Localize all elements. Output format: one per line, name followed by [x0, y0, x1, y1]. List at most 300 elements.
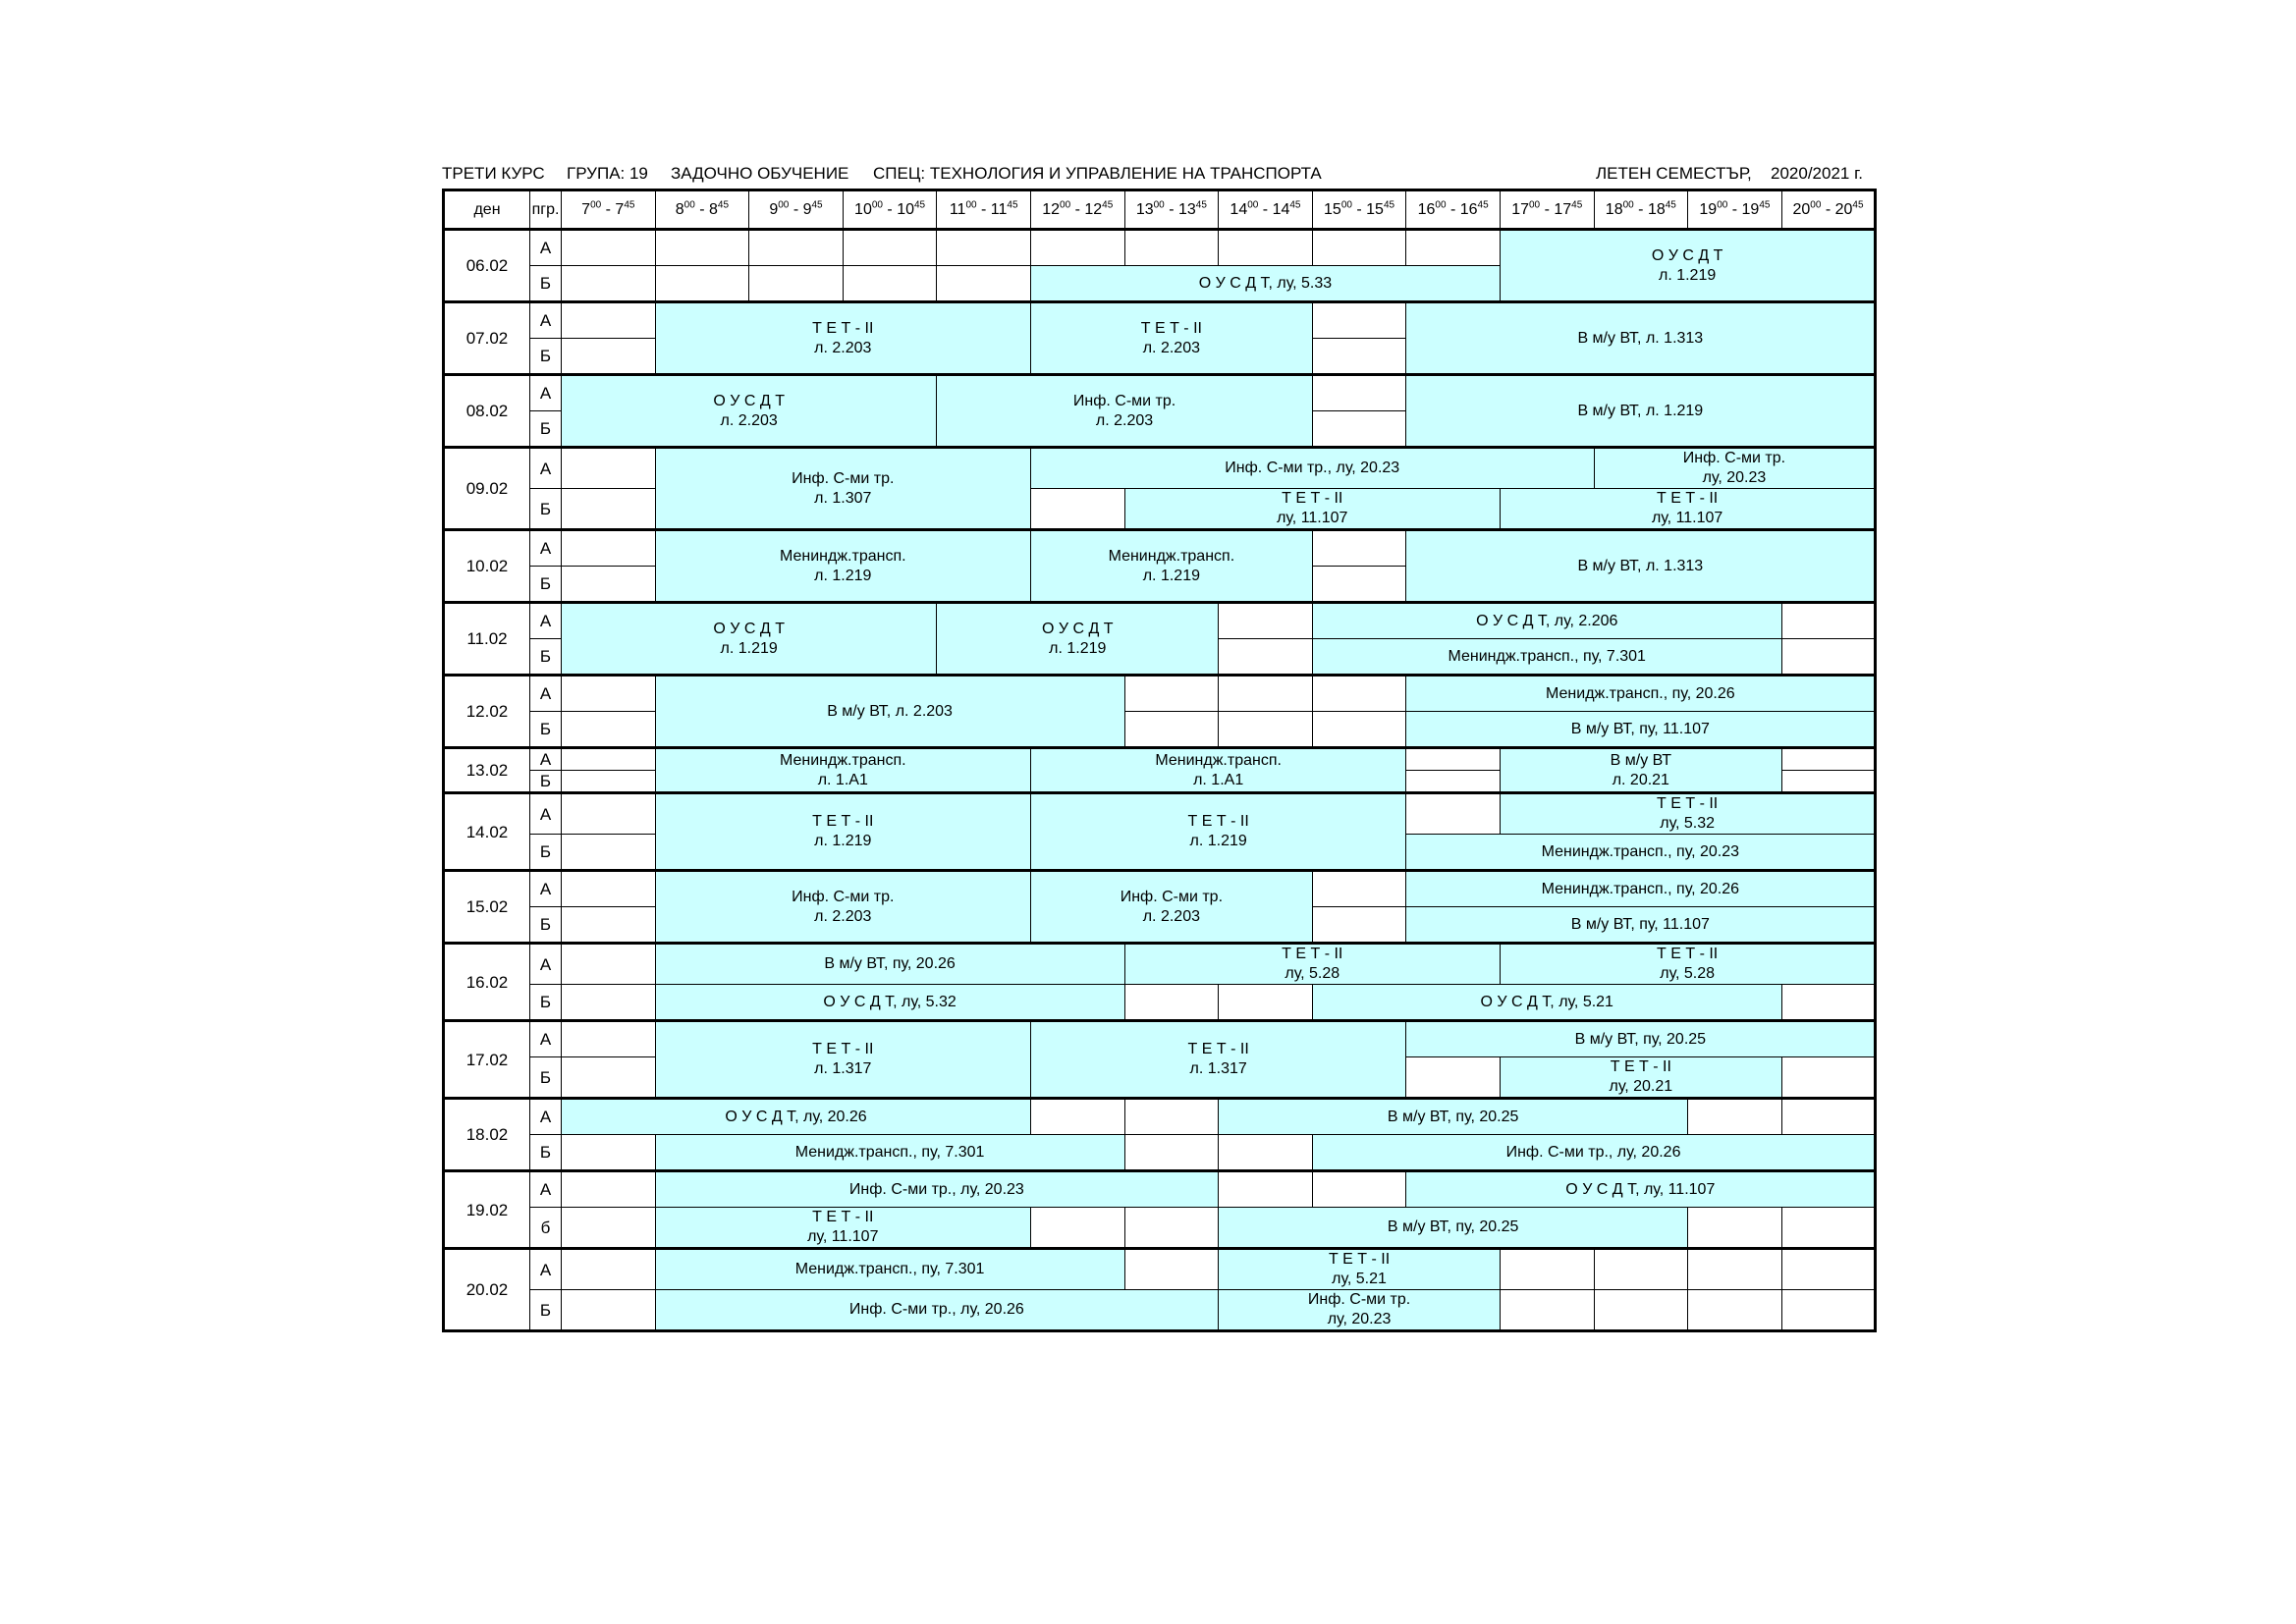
subgroup-label: А	[530, 871, 562, 907]
lesson-cell	[655, 1290, 1219, 1331]
empty-cell	[937, 230, 1031, 266]
lesson-cell	[655, 1171, 1219, 1208]
lesson-cell	[655, 748, 1030, 793]
lesson-cell	[655, 448, 1030, 530]
study-form-label: ЗАДОЧНО ОБУЧЕНИЕ	[671, 164, 849, 183]
empty-cell	[1312, 302, 1406, 339]
day-date: 16.02	[444, 944, 530, 1021]
subgroup-label: А	[530, 530, 562, 567]
schedule-row	[444, 230, 1876, 266]
lesson-text: лу, 11.107	[1651, 510, 1723, 526]
lesson-text: л. 1.307	[814, 489, 872, 507]
lesson-text: л. 2.203	[814, 339, 872, 356]
lesson-cell	[655, 302, 1030, 375]
empty-cell	[562, 712, 656, 748]
lesson-cell	[1406, 676, 1876, 712]
empty-cell	[1124, 1135, 1219, 1171]
lesson-text: Инф. С-ми тр.	[1120, 888, 1224, 905]
lesson-cell	[1030, 302, 1312, 375]
empty-cell	[843, 230, 937, 266]
lesson-text: Т Е Т - II	[812, 813, 874, 830]
lesson-cell	[1030, 1021, 1405, 1099]
lesson-text: В м/у ВТ, пу, 20.25	[1387, 1108, 1519, 1125]
lesson-text: Т Е Т - II	[1282, 490, 1343, 507]
lesson-cell	[655, 530, 1030, 603]
timetable-header-row	[444, 190, 1876, 230]
lesson-cell	[1500, 793, 1875, 835]
time-slot-header: $15^{00} - 15^{45}$	[1312, 190, 1406, 230]
lesson-text: Мениндж.трансп., пу, 7.301	[1448, 647, 1646, 665]
time-slot-header: $10^{00} - 10^{45}$	[843, 190, 937, 230]
day-date: 07.02	[444, 302, 530, 375]
lesson-text: лу, 20.23	[1327, 1311, 1392, 1327]
lesson-text: л. 1.219	[1658, 266, 1717, 284]
schedule-row	[444, 793, 1876, 835]
lesson-text: Инф. С-ми тр., лу, 20.23	[1225, 460, 1400, 476]
lesson-text: Инф. С-ми тр., лу, 20.26	[1505, 1143, 1681, 1161]
subgroup-label: Б	[530, 1057, 562, 1099]
empty-cell	[562, 1290, 656, 1331]
empty-cell	[1781, 985, 1876, 1021]
lesson-text: л. 1.219	[814, 567, 872, 584]
subgroup-label: Б	[530, 489, 562, 530]
empty-cell	[1312, 230, 1406, 266]
day-date: 08.02	[444, 375, 530, 448]
empty-cell	[749, 230, 844, 266]
lesson-text: Мениндж.трансп.	[779, 547, 906, 565]
lesson-cell	[1030, 266, 1500, 302]
lesson-cell	[1219, 1208, 1688, 1249]
lesson-text: Т Е Т - II	[1610, 1058, 1671, 1075]
day-date: 12.02	[444, 676, 530, 748]
day-date: 18.02	[444, 1099, 530, 1171]
subgroup-label: Б	[530, 1135, 562, 1171]
lesson-text: Инф. С-ми тр., лу, 20.26	[848, 1301, 1024, 1318]
lesson-cell	[937, 603, 1219, 676]
lesson-text: Т Е Т - II	[1657, 490, 1719, 507]
lesson-text: О У С Д Т	[1041, 620, 1114, 637]
lesson-text: лу, 11.107	[807, 1228, 879, 1245]
empty-cell	[562, 1021, 656, 1057]
lesson-cell	[1219, 1099, 1688, 1135]
academic-year-label: 2020/2021 г.	[1771, 164, 1863, 183]
empty-cell	[1688, 1249, 1782, 1290]
lesson-text: В м/у ВТ, л. 1.313	[1577, 329, 1704, 347]
lesson-cell	[655, 1135, 1124, 1171]
lesson-text: л. 1.219	[814, 833, 872, 849]
subgroup-column-header: пгр.	[530, 190, 562, 230]
empty-cell	[1312, 871, 1406, 907]
empty-cell	[562, 567, 656, 603]
lesson-text: В м/у ВТ, пу, 20.25	[1574, 1030, 1707, 1048]
lesson-cell	[1406, 530, 1876, 603]
lesson-cell	[1030, 530, 1312, 603]
time-slot-header: $20^{00} - 20^{45}$	[1781, 190, 1876, 230]
lesson-text: л. 1.А1	[817, 771, 868, 788]
lesson-text: В м/у ВТ, пу, 11.107	[1570, 915, 1710, 933]
lesson-cell	[1406, 1171, 1876, 1208]
schedule-row	[444, 676, 1876, 712]
lesson-text: Мениндж.трансп.	[1108, 547, 1235, 565]
lesson-text: Менидж.трансп., пу, 20.26	[1546, 684, 1735, 702]
lesson-text: л. 1.А1	[1193, 771, 1244, 788]
lesson-text: Т Е Т - II	[1657, 795, 1719, 812]
lesson-cell	[1406, 712, 1876, 748]
lesson-text: лу, 5.28	[1285, 965, 1340, 982]
time-slot-header: $9^{00} - 9^{45}$	[749, 190, 844, 230]
lesson-text: лу, 11.107	[1277, 510, 1348, 526]
lesson-cell	[1594, 448, 1876, 489]
lesson-text: Т Е Т - II	[812, 319, 874, 337]
lesson-text: л. 2.203	[1142, 339, 1200, 356]
schedule-row	[444, 1290, 1876, 1331]
empty-cell	[1219, 1171, 1313, 1208]
lesson-text: Инф. С-ми тр.	[792, 469, 895, 487]
subgroup-label: Б	[530, 567, 562, 603]
schedule-row	[444, 448, 1876, 489]
schedule-row	[444, 1099, 1876, 1135]
subgroup-label: Б	[530, 639, 562, 676]
empty-cell	[562, 339, 656, 375]
lesson-text: Мениндж.трансп.	[779, 751, 906, 769]
subgroup-label: Б	[530, 266, 562, 302]
empty-cell	[1124, 1099, 1219, 1135]
empty-cell	[1219, 603, 1313, 639]
empty-cell	[562, 748, 656, 771]
lesson-text: О У С Д Т	[713, 392, 785, 409]
empty-cell	[1312, 339, 1406, 375]
lesson-cell	[1500, 748, 1781, 793]
lesson-text: лу, 20.23	[1702, 469, 1767, 486]
time-slot-header: $7^{00} - 7^{45}$	[562, 190, 656, 230]
lesson-text: Т Е Т - II	[1328, 1251, 1391, 1268]
schedule-row	[444, 1208, 1876, 1249]
subgroup-label: б	[530, 1208, 562, 1249]
subgroup-label: А	[530, 375, 562, 411]
empty-cell	[1312, 712, 1406, 748]
lesson-cell	[1030, 793, 1405, 871]
schedule-row	[444, 748, 1876, 771]
lesson-text: лу, 5.28	[1660, 965, 1715, 982]
empty-cell	[1219, 639, 1313, 676]
day-date: 15.02	[444, 871, 530, 944]
empty-cell	[1781, 1290, 1876, 1331]
empty-cell	[562, 871, 656, 907]
empty-cell	[562, 1171, 656, 1208]
empty-cell	[1124, 1249, 1219, 1290]
lesson-text: Менидж.трансп., пу, 7.301	[794, 1143, 985, 1161]
lesson-text: л. 1.219	[1049, 639, 1107, 657]
empty-cell	[1781, 639, 1876, 676]
empty-cell	[1124, 712, 1219, 748]
empty-cell	[1781, 771, 1876, 793]
subgroup-label: А	[530, 1021, 562, 1057]
subgroup-label: Б	[530, 712, 562, 748]
empty-cell	[1124, 230, 1219, 266]
subgroup-label: Б	[530, 411, 562, 448]
lesson-text: лу, 20.21	[1609, 1078, 1673, 1095]
empty-cell	[1781, 603, 1876, 639]
empty-cell	[1781, 1057, 1876, 1099]
lesson-cell	[1219, 1290, 1501, 1331]
empty-cell	[562, 771, 656, 793]
lesson-text: О У С Д Т, лу, 2.206	[1476, 612, 1618, 629]
empty-cell	[655, 266, 749, 302]
lesson-cell	[1030, 748, 1405, 793]
empty-cell	[1594, 1249, 1688, 1290]
lesson-cell	[655, 793, 1030, 871]
lesson-text: Т Е Т - II	[1282, 946, 1343, 962]
lesson-text: л. 2.203	[1095, 411, 1154, 429]
lesson-cell	[655, 985, 1124, 1021]
schedule-header	[442, 163, 1871, 185]
empty-cell	[1500, 1290, 1594, 1331]
empty-cell	[562, 1249, 656, 1290]
empty-cell	[562, 302, 656, 339]
empty-cell	[1124, 676, 1219, 712]
empty-cell	[1781, 748, 1876, 771]
lesson-text: В м/у ВТ, л. 1.219	[1577, 402, 1704, 419]
subgroup-label: А	[530, 448, 562, 489]
empty-cell	[655, 230, 749, 266]
lesson-text: Инф. С-ми тр., лу, 20.23	[848, 1180, 1024, 1198]
lesson-text: В м/у ВТ	[1610, 751, 1672, 769]
subgroup-label: Б	[530, 985, 562, 1021]
lesson-text: О У С Д Т, лу, 5.21	[1480, 993, 1613, 1010]
empty-cell	[562, 1057, 656, 1099]
specialty-label: СПЕЦ: ТЕХНОЛОГИЯ И УПРАВЛЕНИЕ НА ТРАНСПОРТА	[873, 164, 1322, 183]
empty-cell	[562, 944, 656, 985]
lesson-text: Т Е Т - II	[812, 1209, 874, 1225]
lesson-text: л. 1.219	[720, 639, 778, 657]
schedule-row	[444, 375, 1876, 411]
subgroup-label: А	[530, 676, 562, 712]
empty-cell	[1030, 230, 1124, 266]
empty-cell	[1030, 489, 1124, 530]
day-date: 19.02	[444, 1171, 530, 1249]
lesson-cell	[937, 375, 1312, 448]
lesson-text: л. 20.21	[1612, 771, 1669, 788]
lesson-cell	[1406, 835, 1876, 871]
lesson-text: О У С Д Т, лу, 5.32	[823, 993, 957, 1010]
lesson-cell	[1030, 448, 1594, 489]
empty-cell	[1312, 530, 1406, 567]
lesson-text: л. 2.203	[720, 411, 778, 429]
empty-cell	[1312, 411, 1406, 448]
lesson-text: лу, 5.21	[1332, 1271, 1387, 1287]
empty-cell	[1781, 1249, 1876, 1290]
time-slot-header: $13^{00} - 13^{45}$	[1124, 190, 1219, 230]
empty-cell	[562, 793, 656, 835]
empty-cell	[562, 230, 656, 266]
empty-cell	[1312, 375, 1406, 411]
empty-cell	[1781, 1099, 1876, 1135]
empty-cell	[1781, 1208, 1876, 1249]
day-date: 09.02	[444, 448, 530, 530]
empty-cell	[1500, 1249, 1594, 1290]
lesson-cell	[562, 603, 937, 676]
empty-cell	[562, 448, 656, 489]
subgroup-label: Б	[530, 339, 562, 375]
empty-cell	[1406, 230, 1501, 266]
lesson-text: Т Е Т - II	[1140, 319, 1202, 337]
empty-cell	[1312, 676, 1406, 712]
day-date: 11.02	[444, 603, 530, 676]
lesson-text: Т Е Т - II	[1657, 946, 1719, 962]
empty-cell	[1312, 907, 1406, 944]
lesson-text: Мениндж.трансп., пу, 20.26	[1541, 880, 1740, 897]
empty-cell	[749, 266, 844, 302]
lesson-cell	[1312, 603, 1781, 639]
lesson-cell	[1500, 1057, 1781, 1099]
lesson-text: Инф. С-ми тр.	[1307, 1291, 1411, 1308]
subgroup-label: А	[530, 1099, 562, 1135]
lesson-text: Т Е Т - II	[812, 1041, 874, 1057]
subgroup-label: Б	[530, 907, 562, 944]
empty-cell	[1688, 1290, 1782, 1331]
empty-cell	[1219, 1135, 1313, 1171]
empty-cell	[1219, 985, 1313, 1021]
schedule-row	[444, 302, 1876, 339]
time-slot-header: $11^{00} - 11^{45}$	[937, 190, 1031, 230]
subgroup-label: А	[530, 793, 562, 835]
lesson-text: лу, 5.32	[1660, 815, 1715, 832]
schedule-row	[444, 530, 1876, 567]
lesson-cell	[655, 1208, 1030, 1249]
timetable	[442, 189, 1877, 1332]
day-date: 17.02	[444, 1021, 530, 1099]
day-date: 06.02	[444, 230, 530, 302]
lesson-cell	[1312, 985, 1781, 1021]
semester-label: ЛЕТЕН СЕМЕСТЪР,	[1596, 164, 1752, 183]
subgroup-label: А	[530, 1249, 562, 1290]
lesson-text: О У С Д Т, лу, 20.26	[725, 1108, 867, 1125]
lesson-text: л. 1.219	[1189, 833, 1247, 849]
lesson-cell	[1500, 230, 1875, 302]
empty-cell	[1124, 1208, 1219, 1249]
lesson-cell	[655, 1021, 1030, 1099]
subgroup-label: Б	[530, 771, 562, 793]
empty-cell	[562, 1208, 656, 1249]
lesson-text: л. 1.219	[1142, 567, 1200, 584]
schedule-row	[444, 1021, 1876, 1057]
lesson-cell	[1406, 302, 1876, 375]
day-date: 14.02	[444, 793, 530, 871]
lesson-text: Т Е Т - II	[1187, 813, 1249, 830]
day-column-header: ден	[444, 190, 530, 230]
empty-cell	[1124, 985, 1219, 1021]
lesson-cell	[1124, 944, 1500, 985]
empty-cell	[1594, 1290, 1688, 1331]
lesson-cell	[1406, 871, 1876, 907]
lesson-text: Инф. С-ми тр.	[792, 888, 895, 905]
time-slot-header: $17^{00} - 17^{45}$	[1500, 190, 1594, 230]
time-slot-header: $18^{00} - 18^{45}$	[1594, 190, 1688, 230]
lesson-text: л. 2.203	[1142, 907, 1200, 925]
lesson-text: О У С Д Т	[713, 620, 785, 637]
schedule-row	[444, 1171, 1876, 1208]
lesson-cell	[1500, 489, 1875, 530]
group-label: ГРУПА: 19	[567, 164, 648, 183]
subgroup-label: А	[530, 603, 562, 639]
empty-cell	[1406, 1057, 1501, 1099]
lesson-text: Мениндж.трансп., пу, 20.23	[1541, 842, 1740, 860]
subgroup-label: А	[530, 748, 562, 771]
time-slot-header: $14^{00} - 14^{45}$	[1219, 190, 1313, 230]
time-slot-header: $12^{00} - 12^{45}$	[1030, 190, 1124, 230]
lesson-cell	[1124, 489, 1500, 530]
schedule-row	[444, 1249, 1876, 1290]
lesson-cell	[1406, 375, 1876, 448]
empty-cell	[937, 266, 1031, 302]
lesson-text: В м/у ВТ, пу, 20.25	[1387, 1218, 1519, 1235]
empty-cell	[1030, 1208, 1124, 1249]
lesson-text: В м/у ВТ, л. 1.313	[1577, 557, 1704, 574]
empty-cell	[562, 985, 656, 1021]
lesson-cell	[562, 375, 937, 448]
lesson-text: л. 2.203	[814, 907, 872, 925]
lesson-cell	[655, 944, 1124, 985]
lesson-text: В м/у ВТ, пу, 11.107	[1570, 720, 1710, 737]
empty-cell	[1219, 230, 1313, 266]
empty-cell	[1219, 712, 1313, 748]
empty-cell	[843, 266, 937, 302]
day-date: 13.02	[444, 748, 530, 793]
lesson-text: В м/у ВТ, пу, 20.26	[824, 955, 956, 972]
lesson-text: О У С Д Т	[1651, 246, 1723, 264]
lesson-text: Т Е Т - II	[1187, 1041, 1249, 1057]
lesson-text: О У С Д Т, лу, 5.33	[1198, 274, 1333, 292]
empty-cell	[562, 266, 656, 302]
time-slot-header: $8^{00} - 8^{45}$	[655, 190, 749, 230]
lesson-text: О У С Д Т, лу, 11.107	[1565, 1180, 1716, 1198]
lesson-cell	[1219, 1249, 1501, 1290]
lesson-text: л. 1.317	[814, 1060, 872, 1077]
subgroup-label: А	[530, 944, 562, 985]
empty-cell	[562, 530, 656, 567]
lesson-cell	[1030, 871, 1312, 944]
lesson-cell	[655, 1249, 1124, 1290]
lesson-text: Мениндж.трансп.	[1155, 751, 1282, 769]
empty-cell	[562, 835, 656, 871]
subgroup-label: А	[530, 1171, 562, 1208]
empty-cell	[1688, 1208, 1782, 1249]
empty-cell	[562, 676, 656, 712]
empty-cell	[1030, 1099, 1124, 1135]
empty-cell	[1688, 1099, 1782, 1135]
empty-cell	[1406, 793, 1501, 835]
time-slot-header: $16^{00} - 16^{45}$	[1406, 190, 1501, 230]
empty-cell	[1219, 676, 1313, 712]
subgroup-label: Б	[530, 835, 562, 871]
schedule-row	[444, 871, 1876, 907]
day-date: 10.02	[444, 530, 530, 603]
lesson-cell	[1406, 907, 1876, 944]
subgroup-label: А	[530, 230, 562, 266]
empty-cell	[562, 907, 656, 944]
empty-cell	[1312, 1171, 1406, 1208]
lesson-cell	[1406, 1021, 1876, 1057]
schedule-row	[444, 985, 1876, 1021]
empty-cell	[1406, 771, 1501, 793]
lesson-cell	[1312, 639, 1781, 676]
lesson-text: л. 1.317	[1189, 1060, 1247, 1077]
lesson-cell	[655, 871, 1030, 944]
lesson-text: Инф. С-ми тр.	[1682, 450, 1786, 466]
subgroup-label: Б	[530, 1290, 562, 1331]
lesson-text: Менидж.трансп., пу, 7.301	[794, 1261, 985, 1277]
empty-cell	[562, 1135, 656, 1171]
